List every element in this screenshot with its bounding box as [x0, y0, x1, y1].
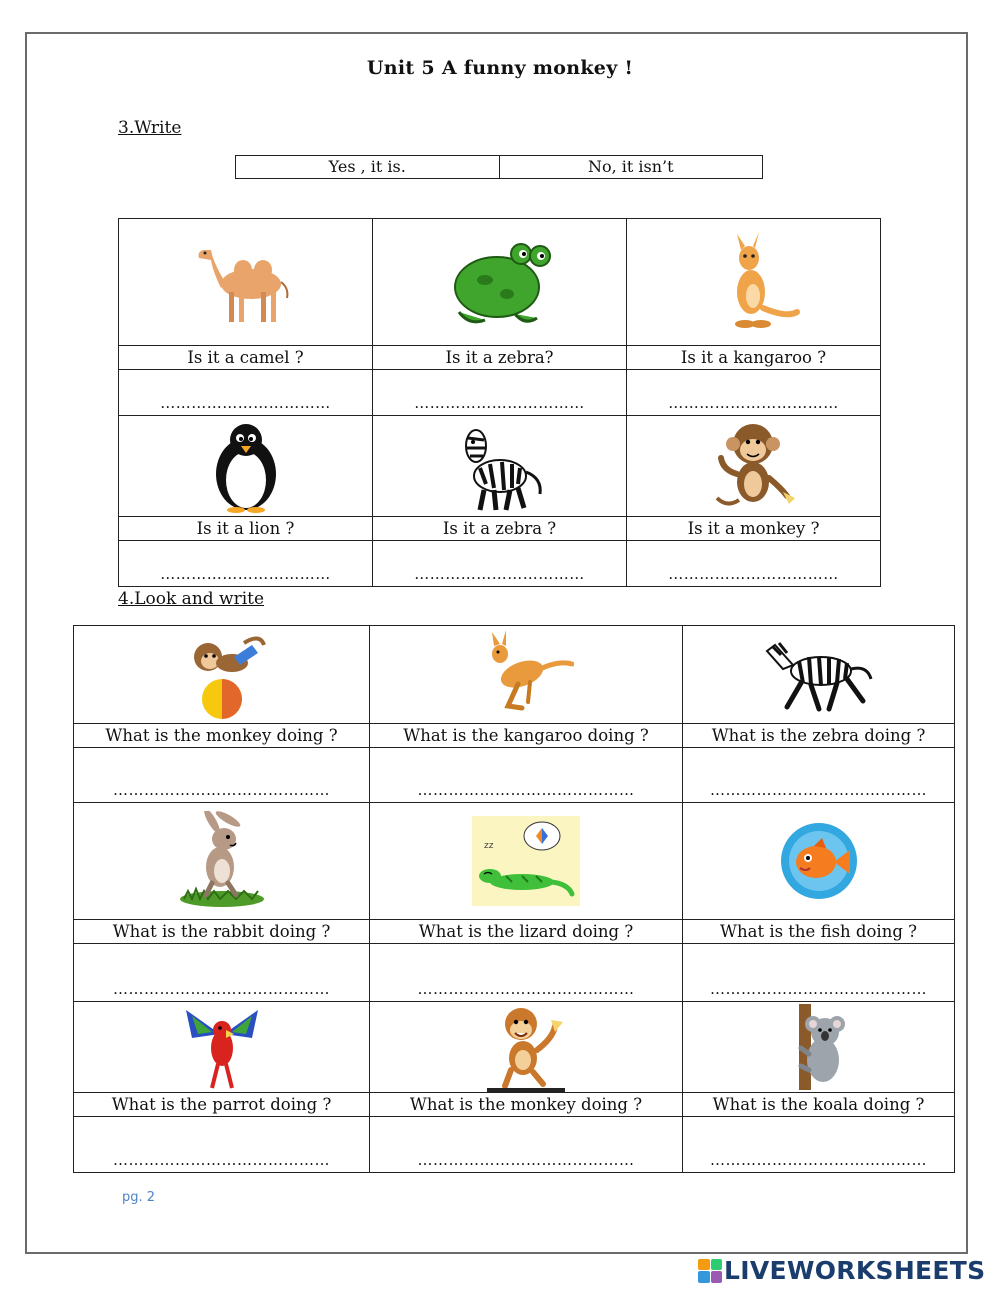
question-monkey: What is the monkey doing ? [74, 724, 370, 748]
answer-options-box [235, 155, 763, 179]
section-3-table [118, 218, 881, 587]
answer-field[interactable]: …………………………………… [683, 748, 955, 803]
koala-icon [779, 1004, 859, 1090]
answer-field[interactable]: …………………………… [373, 541, 627, 587]
answer-field[interactable]: …………………………………… [683, 1117, 955, 1173]
question-fish: What is the fish doing ? [683, 920, 955, 944]
brand-logo-icon [698, 1259, 722, 1283]
question-parrot: What is the parrot doing ? [74, 1093, 370, 1117]
fish-cell [683, 803, 955, 920]
parrot-cell [74, 1002, 370, 1093]
answer-field[interactable]: …………………………………… [370, 944, 683, 1002]
penguin-cell [119, 416, 373, 517]
question-zebra: What is the zebra doing ? [683, 724, 955, 748]
answer-field[interactable]: …………………………………… [683, 944, 955, 1002]
zebra-cell [373, 416, 627, 517]
zebra-running-cell [683, 626, 955, 724]
option-yes: Yes , it is. [328, 157, 406, 176]
monkey-ball-cell [74, 626, 370, 724]
kangaroo-cell [627, 219, 881, 346]
monkey-dancing-icon [481, 1002, 571, 1092]
kangaroo-icon [699, 232, 809, 332]
option-no: No, it isn’t [499, 156, 763, 178]
frog-icon [445, 232, 555, 332]
answer-field[interactable]: …………………………………… [74, 748, 370, 803]
answer-field[interactable]: …………………………… [119, 370, 373, 416]
camel-icon [191, 232, 301, 332]
brand-footer [698, 1256, 985, 1285]
lizard-sleeping-cell [370, 803, 683, 920]
rabbit-icon [174, 811, 270, 911]
question-penguin: Is it a lion ? [119, 517, 373, 541]
answer-field[interactable]: …………………………………… [370, 748, 683, 803]
answer-field[interactable]: …………………………………… [370, 1117, 683, 1173]
fish-icon [774, 816, 864, 906]
zebra-icon [450, 418, 550, 514]
monkey-cell [627, 416, 881, 517]
answer-field[interactable]: …………………………………… [74, 944, 370, 1002]
worksheet-title: Unit 5 A funny monkey ! [366, 57, 634, 79]
section-4-table [73, 625, 955, 1173]
question-zebra: Is it a zebra ? [373, 517, 627, 541]
answer-field[interactable]: …………………………… [627, 541, 881, 587]
kangaroo-jumping-icon [478, 630, 574, 720]
question-frog: Is it a zebra? [373, 346, 627, 370]
question-rabbit: What is the rabbit doing ? [74, 920, 370, 944]
camel-cell [119, 219, 373, 346]
zebra-running-icon [763, 635, 875, 715]
lizard-sleeping-icon [472, 816, 580, 906]
answer-field[interactable]: …………………………………… [74, 1117, 370, 1173]
monkey-icon [709, 418, 799, 514]
parrot-icon [182, 1004, 262, 1090]
penguin-icon [206, 418, 286, 514]
section-3-heading: 3.Write [118, 118, 182, 138]
page-number: pg. 2 [122, 1190, 156, 1205]
question-camel: Is it a camel ? [119, 346, 373, 370]
brand-name: LIVEWORKSHEETS [724, 1256, 986, 1285]
kangaroo-jumping-cell [370, 626, 683, 724]
question-kangaroo: Is it a kangaroo ? [627, 346, 881, 370]
frog-cell [373, 219, 627, 346]
answer-field[interactable]: …………………………… [119, 541, 373, 587]
question-kangaroo: What is the kangaroo doing ? [370, 724, 683, 748]
koala-cell [683, 1002, 955, 1093]
answer-field[interactable]: …………………………… [373, 370, 627, 416]
monkey-ball-icon [174, 627, 270, 723]
question-koala: What is the koala doing ? [683, 1093, 955, 1117]
answer-field[interactable]: …………………………… [627, 370, 881, 416]
svg-text:zz: zz [484, 841, 494, 851]
section-4-heading: 4.Look and write [118, 589, 265, 609]
question-monkey: Is it a monkey ? [627, 517, 881, 541]
monkey-dancing-cell [370, 1002, 683, 1093]
rabbit-cell [74, 803, 370, 920]
question-monkey: What is the monkey doing ? [370, 1093, 683, 1117]
question-lizard: What is the lizard doing ? [370, 920, 683, 944]
